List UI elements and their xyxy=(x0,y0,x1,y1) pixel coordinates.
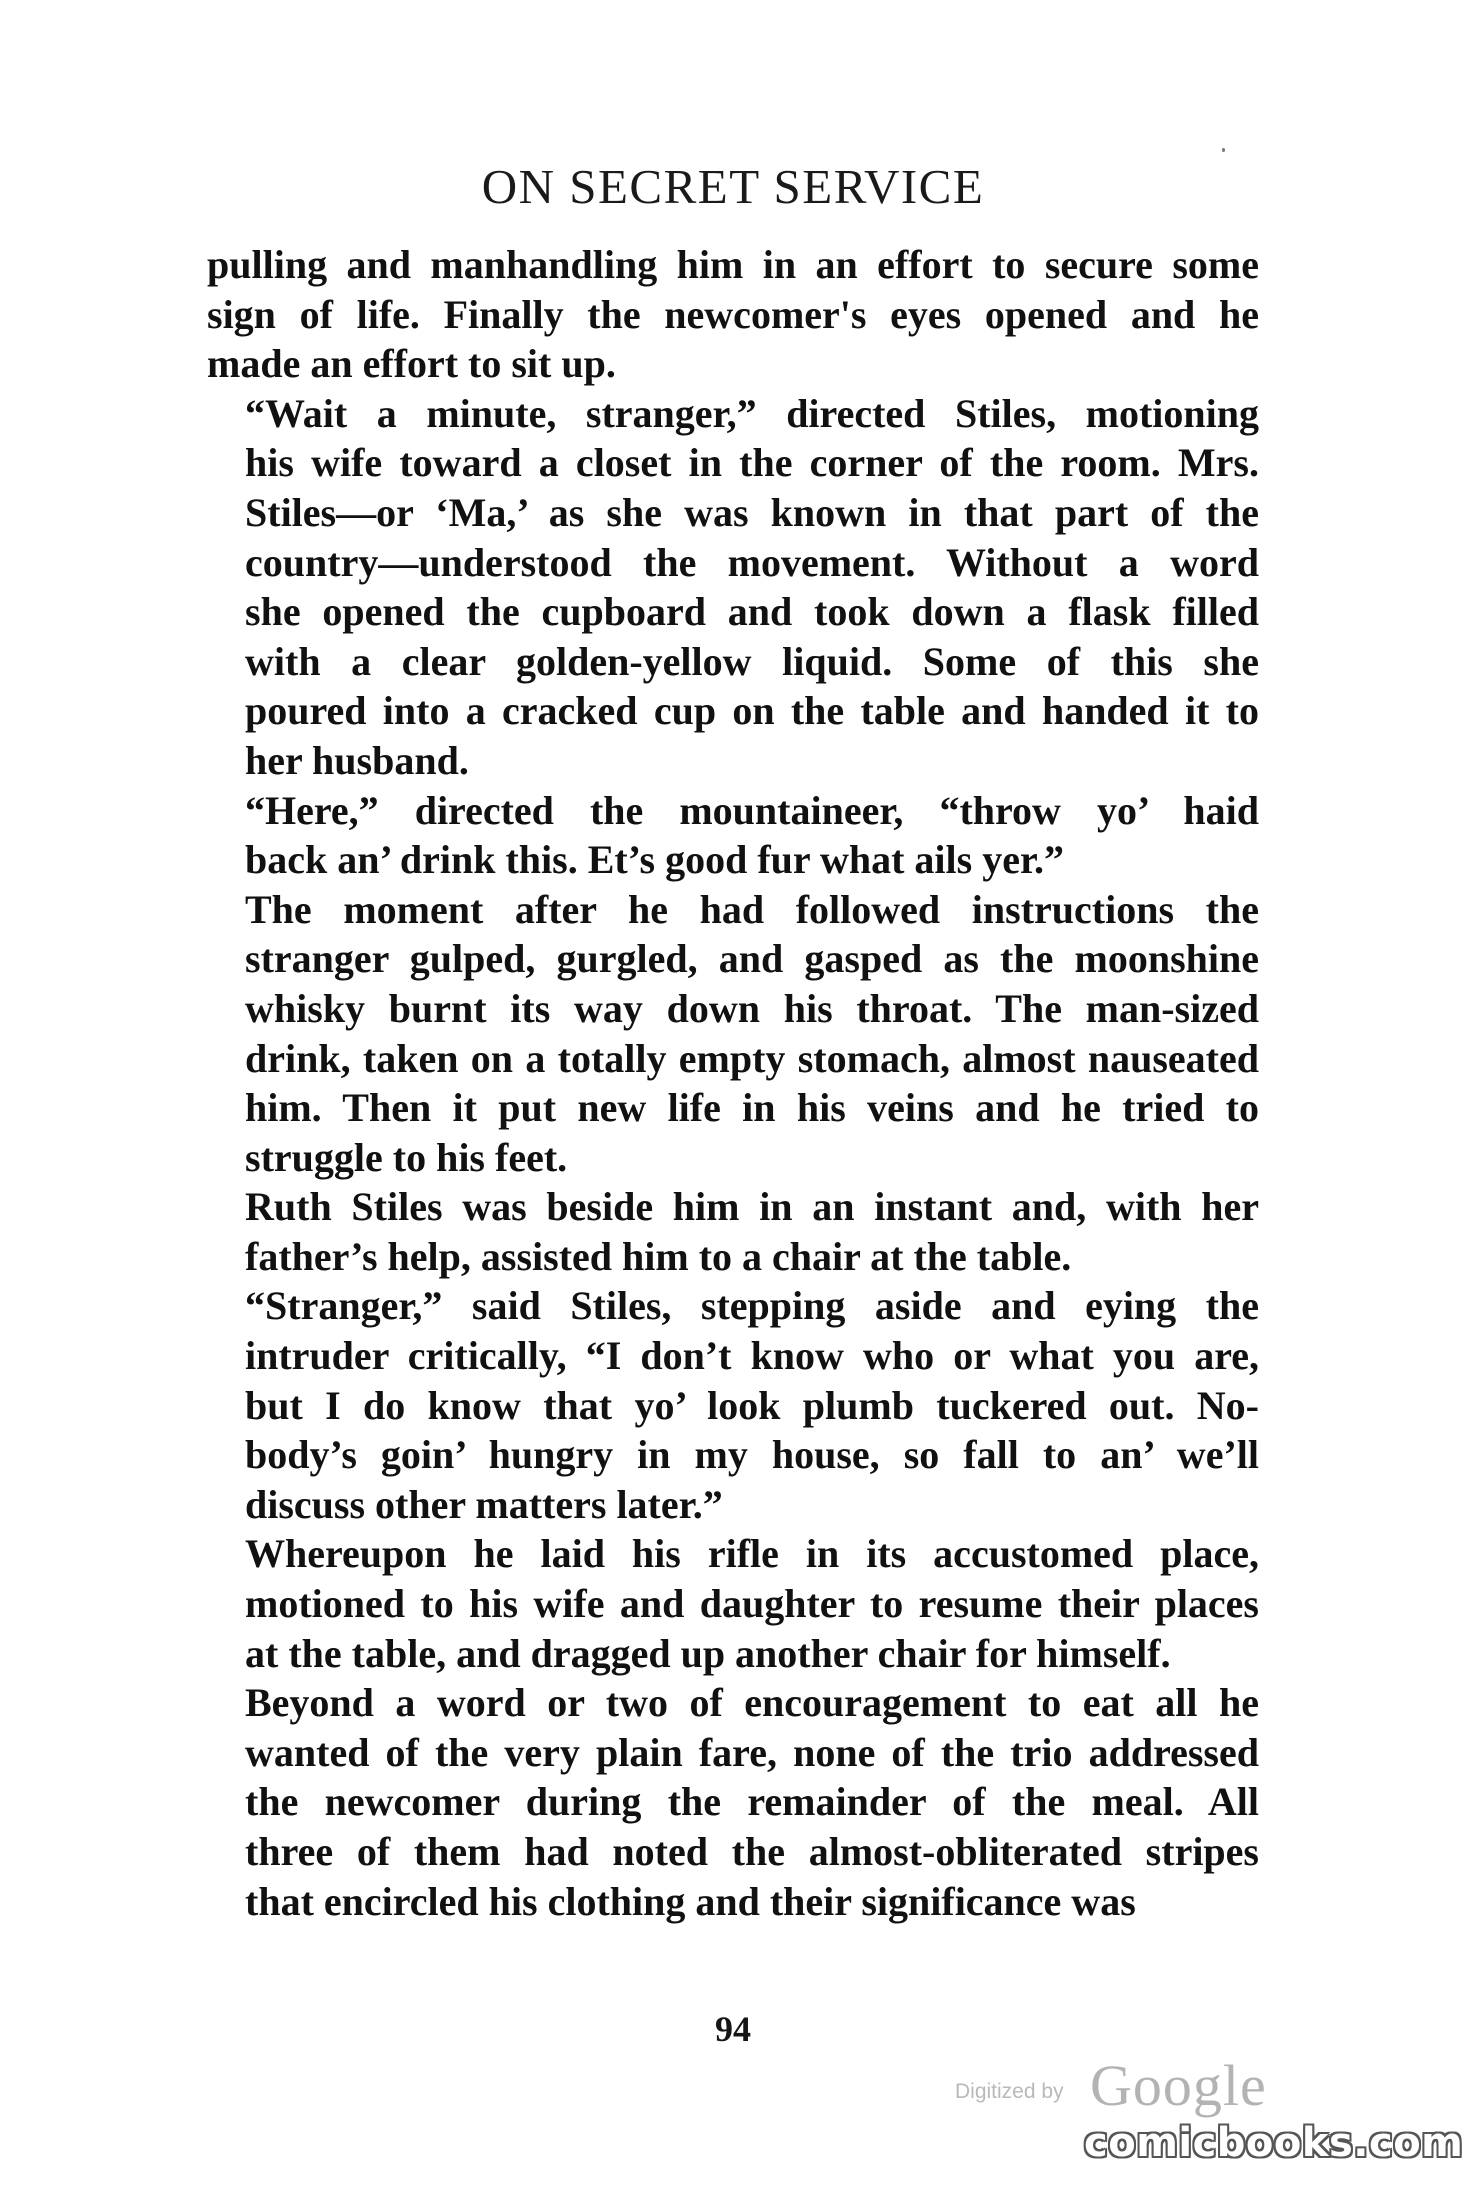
paragraph xyxy=(207,786,1259,885)
text-line: back an’ drink this. Et’s good fur what ails yer.” xyxy=(245,837,1065,883)
digitized-by-label: Digitized by xyxy=(955,2080,1064,2103)
text-line: country—understood the movement. Without a word xyxy=(245,539,1259,585)
text-line: her husband. xyxy=(245,737,469,783)
print-speck xyxy=(1222,148,1225,152)
paragraph xyxy=(207,1678,1259,1926)
text-line: three of them had noted the almost-obliterated stripes xyxy=(245,1829,1259,1874)
text-line: sign of life. Finally the newcomer's eyes opened and he xyxy=(207,291,1259,337)
paragraph xyxy=(207,389,1259,786)
text-line: father’s help, assisted him to a chair at the table. xyxy=(245,1233,1072,1279)
text-line: poured into a cracked cup on the table and handed it to xyxy=(245,688,1259,734)
text-line: pulling and manhandling him in an effort to secure some xyxy=(207,242,1259,287)
text-line: made an effort to sit up. xyxy=(207,341,616,387)
text-line: Whereupon he laid his rifle in its accustomed place, xyxy=(245,1531,1259,1577)
google-logo: Google xyxy=(1090,2053,1267,2118)
text-line: drink, taken on a totally empty stomach, almost nauseated xyxy=(245,1035,1259,1081)
running-head: ON SECRET SERVICE xyxy=(481,159,985,214)
page-number: 94 xyxy=(715,2009,751,2049)
text-line: whisky burnt its way down his throat. The man-sized xyxy=(245,985,1259,1031)
text-line: struggle to his feet. xyxy=(245,1134,568,1180)
paragraph xyxy=(207,1281,1259,1529)
text-line: body’s goin’ hungry in my house, so fall to an’ we’ll xyxy=(245,1432,1259,1478)
paragraph xyxy=(207,240,1259,389)
text-line: Stiles—or ‘Ma,’ as she was known in that part of the xyxy=(245,489,1259,535)
watermark: comicbooks.com xyxy=(1084,2120,1464,2166)
text-line: him. Then it put new life in his veins and he tried to xyxy=(245,1085,1259,1131)
text-line: The moment after he had followed instructions the xyxy=(245,886,1259,932)
text-line: stranger gulped, gurgled, and gasped as the moonshine xyxy=(245,936,1259,982)
paragraph xyxy=(207,1182,1259,1281)
text-line: “Here,” directed the mountaineer, “throw yo’ haid xyxy=(245,787,1259,833)
text-line: his wife toward a closet in the corner of the room. Mrs. xyxy=(245,440,1259,486)
text-line: “Stranger,” said Stiles, stepping aside and eying the xyxy=(245,1283,1259,1329)
body-text xyxy=(207,240,1259,1926)
paragraph xyxy=(207,885,1259,1183)
text-line: Ruth Stiles was beside him in an instant and, with her xyxy=(245,1184,1259,1230)
text-line: discuss other matters later.” xyxy=(245,1481,723,1527)
text-line: intruder critically, “I don’t know who or what you are, xyxy=(245,1333,1259,1379)
text-line: “Wait a minute, stranger,” directed Stiles, motioning xyxy=(245,390,1259,436)
paragraph xyxy=(207,1529,1259,1678)
text-line: wanted of the very plain fare, none of the trio addressed xyxy=(245,1729,1259,1775)
text-line: motioned to his wife and daughter to resume their places xyxy=(245,1581,1259,1627)
text-line: that encircled his clothing and their significance was xyxy=(245,1878,1136,1924)
text-line: at the table, and dragged up another chair for himself. xyxy=(245,1630,1171,1676)
text-line: the newcomer during the remainder of the meal. All xyxy=(245,1779,1259,1825)
text-line: with a clear golden-yellow liquid. Some of this she xyxy=(245,638,1259,684)
text-line: she opened the cupboard and took down a flask filled xyxy=(245,589,1259,635)
text-line: but I do know that yo’ look plumb tuckered out. No- xyxy=(245,1382,1259,1428)
text-line: Beyond a word or two of encouragement to eat all he xyxy=(245,1680,1259,1726)
